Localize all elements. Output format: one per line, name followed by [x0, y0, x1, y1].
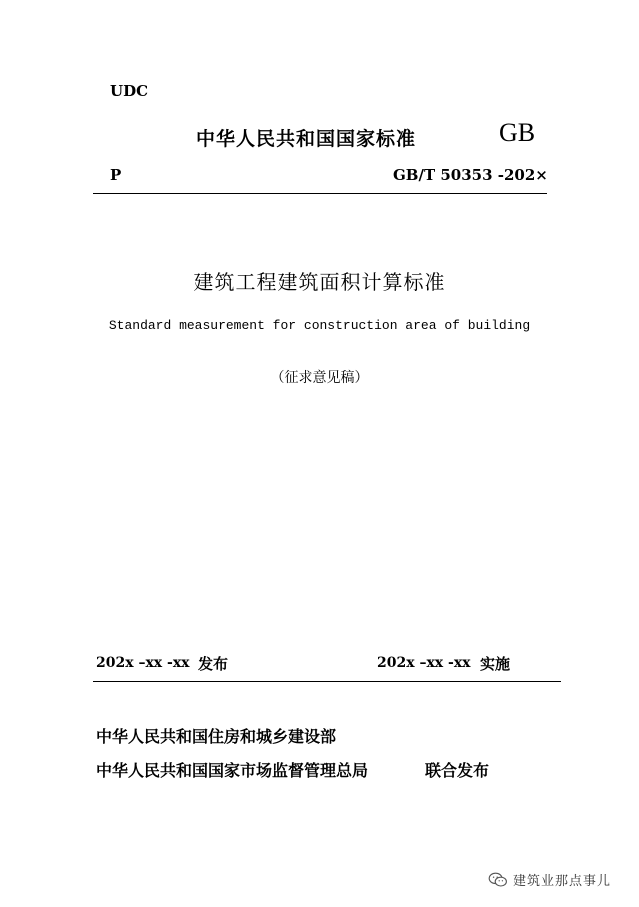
publish-date: 202x –xx -xx — [96, 655, 190, 671]
standard-number: GB/T 50353 -202× — [393, 166, 548, 184]
udc-label: UDC — [110, 82, 149, 100]
english-title: Standard measurement for construction area of building — [108, 318, 531, 333]
wechat-icon — [488, 872, 508, 888]
draft-note: （征求意见稿） — [270, 370, 369, 386]
watermark-text: 建筑业那点事儿 — [513, 874, 612, 889]
gb-mark: GB — [499, 118, 536, 147]
issuer-market-regulation: 中华人民共和国国家市场监督管理总局 — [96, 761, 369, 780]
publish-label: 发布 — [198, 655, 229, 673]
implement-date: 202x –xx -xx — [377, 655, 471, 671]
national-standard-title: 中华人民共和国国家标准 — [196, 128, 417, 150]
category-letter: P — [110, 166, 122, 184]
joint-publish-label: 联合发布 — [425, 761, 490, 780]
dates-divider — [93, 681, 561, 682]
chinese-title: 建筑工程建筑面积计算标准 — [193, 270, 446, 294]
header-divider — [93, 193, 547, 194]
issuer-ministry-housing: 中华人民共和国住房和城乡建设部 — [96, 727, 337, 746]
implement-label: 实施 — [480, 655, 511, 673]
watermark — [488, 870, 611, 889]
